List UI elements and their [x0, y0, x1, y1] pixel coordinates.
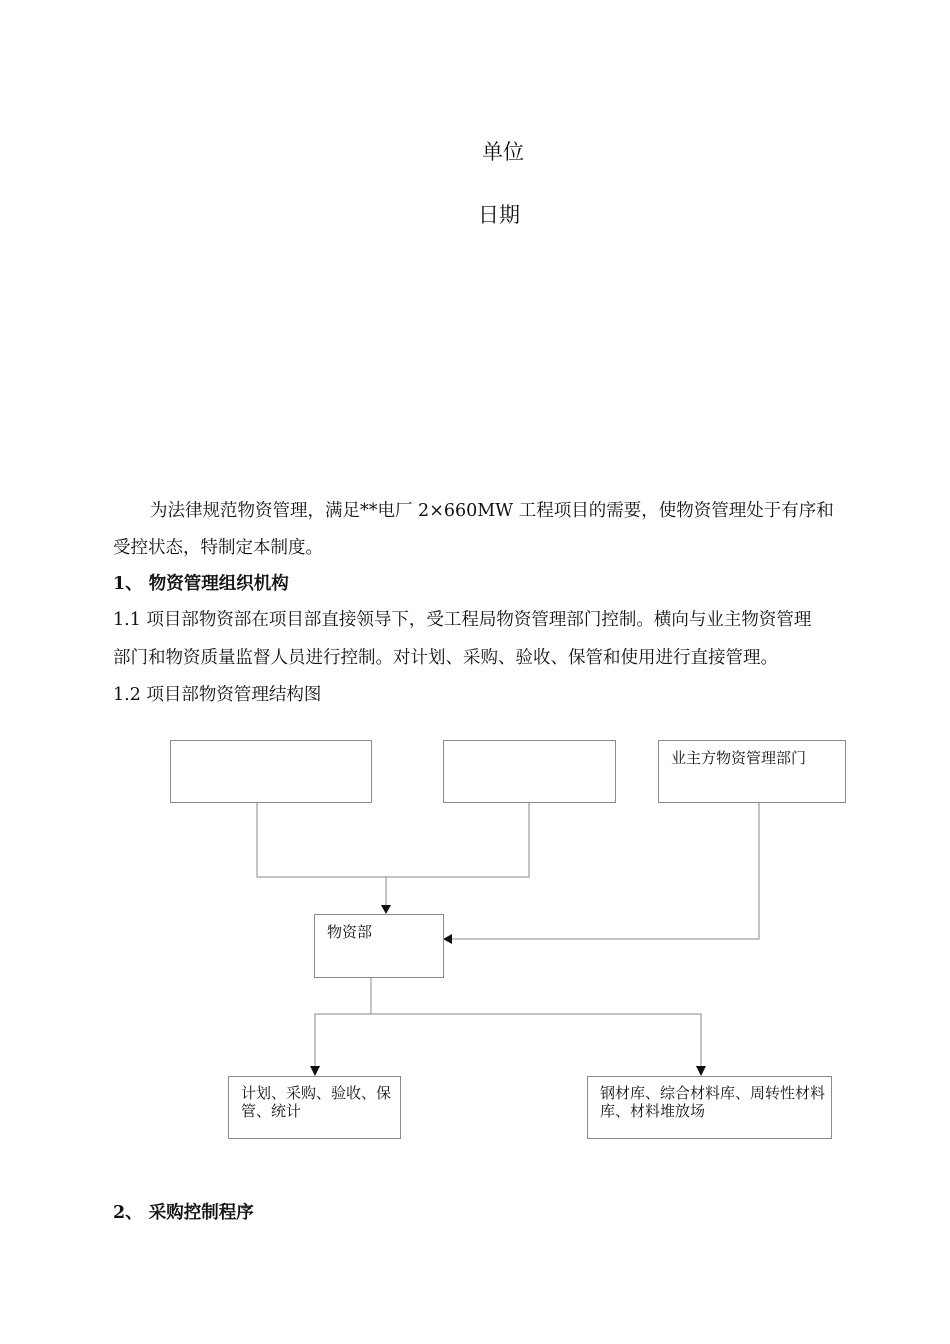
org-box-materials-dept-label: 物资部 [327, 923, 373, 941]
section-1-heading: 1、 物资管理组织机构 [113, 574, 289, 594]
org-box-storage-label: 钢材库、综合材料库、周转性材料库、材料堆放场 [600, 1084, 826, 1120]
org-box-tasks [228, 1076, 401, 1139]
org-box-left-top [170, 740, 372, 803]
unit-label: 单位 [482, 140, 524, 164]
item-1-2: 1.2 项目部物资管理结构图 [113, 685, 322, 705]
section-2-heading: 2、 采购控制程序 [113, 1203, 254, 1223]
intro-line-2: 受控状态，特制定本制度。 [113, 538, 323, 558]
org-box-storage [587, 1076, 832, 1139]
org-box-owner [658, 740, 846, 803]
item-1-1-line-1: 1.1 项目部物资部在项目部直接领导下，受工程局物资管理部门控制。横向与业主物资管理 [113, 610, 812, 630]
org-box-mid-top [443, 740, 616, 803]
intro-line-1: 为法律规范物资管理，满足**电厂 2×660MW 工程项目的需要，使物资管理处于有序和 [150, 501, 834, 521]
org-box-materials-dept [314, 914, 444, 978]
date-label: 日期 [478, 203, 520, 227]
org-box-owner-label: 业主方物资管理部门 [671, 749, 807, 767]
item-1-1-line-2: 部门和物资质量监督人员进行控制。对计划、采购、验收、保管和使用进行直接管理。 [113, 648, 778, 668]
org-box-tasks-label: 计划、采购、验收、保管、统计 [241, 1084, 392, 1120]
